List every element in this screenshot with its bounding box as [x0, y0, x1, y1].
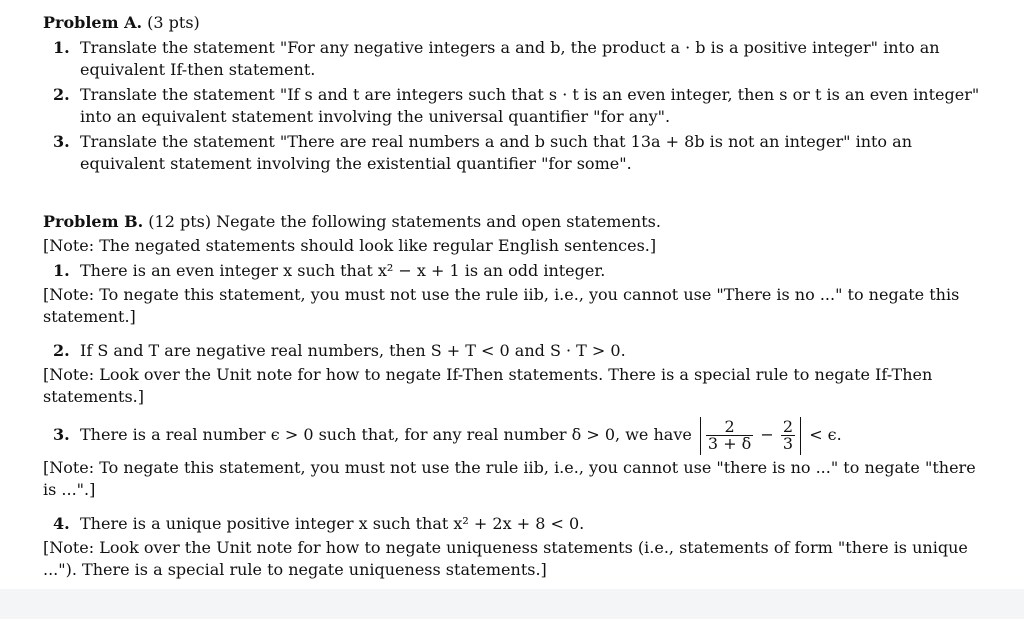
- problem-b-item-2: [43, 340, 983, 362]
- item-text: There is a real number ϵ > 0 such that, for any real number δ > 0, we have: [80, 425, 692, 444]
- item-number: 2.: [53, 341, 70, 360]
- item-number: 2.: [53, 85, 70, 104]
- fraction-2-numerator: 2: [782, 417, 794, 436]
- minus-sign: −: [760, 425, 774, 444]
- item-number: 3.: [53, 132, 70, 151]
- problem-b-intro: (12 pts) Negate the following statements and open statements.: [148, 212, 661, 231]
- fraction-1-denominator: 3 + δ: [707, 434, 752, 453]
- item-text: There is an even integer x such that x² − x + 1 is an odd integer.: [80, 261, 606, 280]
- problem-a-points: (3 pts): [147, 13, 200, 32]
- item-2-note: [Note: Look over the Unit note for how to negate If-Then statements. There is a special rule to negate If-Then statements.]: [43, 365, 933, 406]
- item-text: There is a unique positive integer x such that x² + 2x + 8 < 0.: [80, 514, 585, 533]
- problem-a-heading: [43, 12, 983, 34]
- problem-a-section: [43, 12, 983, 175]
- item-text: Translate the statement "For any negative integers a and b, the product a · b is a positive integer" into an equivalent If-then statement.: [80, 38, 940, 79]
- problem-a-title: Problem A.: [43, 13, 143, 32]
- problem-b-title: Problem B.: [43, 212, 144, 231]
- footer-band: [0, 589, 1024, 619]
- item-text: Translate the statement "There are real numbers a and b such that 13a + 8b is not an integer" into an equivalent statement involving the existential quantifier "for some".: [80, 132, 912, 173]
- problem-b-section: [43, 211, 983, 581]
- problem-b-intro-note: [Note: The negated statements should look like regular English sentences.]: [43, 236, 657, 255]
- problem-a-item-2: [43, 84, 983, 128]
- problem-a-item-1: [43, 37, 983, 81]
- fraction-1: [706, 419, 753, 452]
- item-text: Translate the statement "If s and t are integers such that s · t is an even integer, then s or t is an even integer" into an equivalent statement involving the universal quantifier "for any".: [80, 85, 980, 126]
- fraction-1-numerator: 2: [706, 419, 753, 436]
- item-4-note: [Note: Look over the Unit note for how to negate uniqueness statements (i.e., statements of form "there is unique ..."). There is a special rule to negate uniqueness statements.]: [43, 538, 968, 579]
- fraction-2: [781, 419, 795, 452]
- item-text: If S and T are negative real numbers, then S + T < 0 and S · T > 0.: [80, 341, 626, 360]
- item-1-note: [Note: To negate this statement, you must not use the rule iib, i.e., you cannot use "There is no ..." to negate this statement.]: [43, 285, 960, 326]
- item-number: 1.: [53, 261, 70, 280]
- item-3-note: [Note: To negate this statement, you must not use the rule iib, i.e., you cannot use "there is no ..." to negate "there is ...".]: [43, 458, 976, 499]
- absolute-value-bar-right: [800, 417, 801, 455]
- item-number: 1.: [53, 38, 70, 57]
- problem-b-item-1: [43, 260, 983, 282]
- fraction-2-denominator: 3: [782, 434, 794, 453]
- problem-b-item-3: [43, 415, 983, 455]
- absolute-value-bar-left: [700, 417, 701, 455]
- item-number: 4.: [53, 514, 70, 533]
- problem-a-item-3: [43, 131, 983, 175]
- item-number: 3.: [53, 425, 70, 444]
- item-text-after: < ϵ.: [809, 425, 842, 444]
- problem-b-item-4: [43, 513, 983, 535]
- problem-b-heading: [43, 211, 983, 233]
